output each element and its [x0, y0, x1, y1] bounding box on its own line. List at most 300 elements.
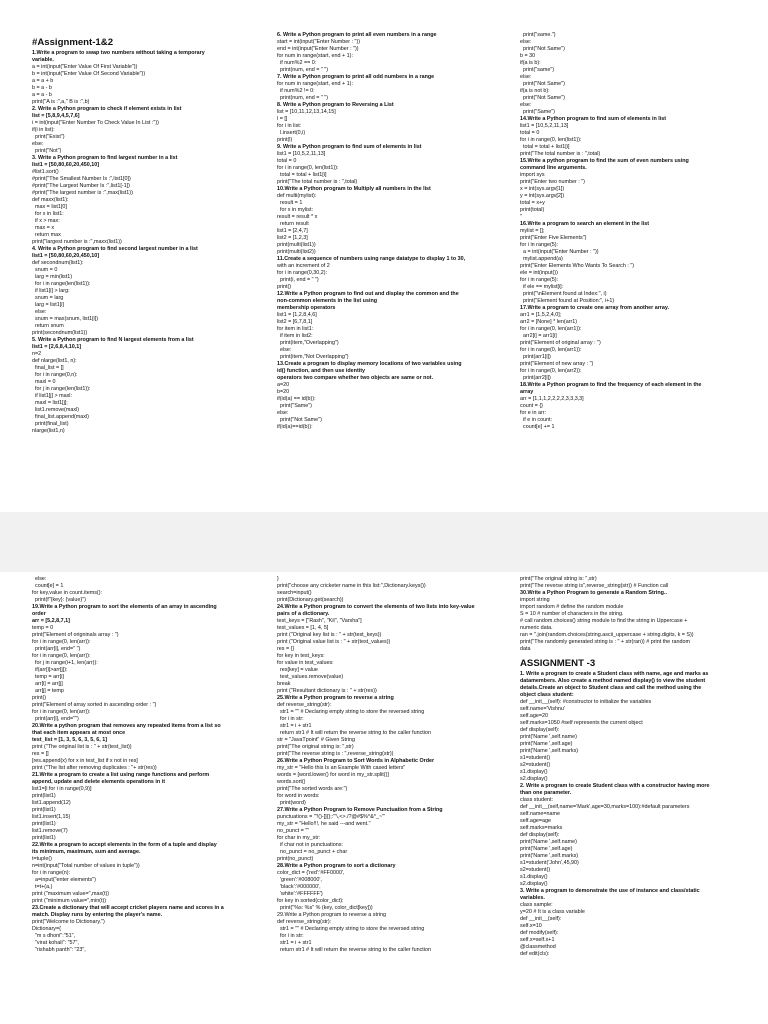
code-line: print("The reverse string is : ",reverse_string(str)): [277, 751, 394, 757]
code-line: for i in range(0, len(arr1)):: [520, 347, 582, 353]
question-text: that each item appears at most once: [32, 730, 126, 736]
question-text: 21.Write a program to create a list using range functions and perform: [32, 772, 210, 778]
page1-column-3: [520, 32, 752, 510]
code-line: self.marks=1050 #self represents the current object: [520, 720, 643, 726]
code-line: print(i, end = " "): [277, 277, 319, 283]
question-text: 3. Write a program to demonstrate the use of instance and class/static: [520, 888, 700, 894]
code-line: a = int(input("Enter Number : ")): [520, 249, 599, 255]
code-line: print("choose any cricketer name in this list:",Dictionary.keys()): [277, 583, 426, 589]
code-line: def __init__(self,name='Mark',age=30,marks=100):#default parameters: [520, 804, 690, 810]
code-line: return result: [277, 221, 309, 227]
code-line: print('Name ',self.age): [520, 846, 573, 852]
code-line: max = list1[0]: [32, 204, 67, 210]
code-line: def reverse_string(str):: [277, 702, 332, 708]
code-line: def edit(cls):: [520, 951, 550, 957]
code-line: with an increment of 2: [277, 263, 330, 269]
code-line: print("same"): [520, 67, 555, 73]
code-line: print(multi(list2)): [277, 249, 316, 255]
code-line: print ("minimum value=",min(t)): [32, 898, 107, 904]
code-line: class sample:: [520, 902, 553, 908]
code-line: print("\nElement found at Index:", i): [520, 291, 607, 297]
code-line: "rishabh panth": "23",: [32, 947, 86, 953]
question-text: non-common elements in the list using: [277, 298, 378, 304]
question-text: 2. Write a Python program to check if element exists in list: [32, 106, 182, 112]
code-line: for i in range(0, len(arr)):: [32, 709, 91, 715]
code-line: for i in range(0, len(arr)):: [32, 653, 91, 659]
code-line: for i in range(0,n):: [32, 372, 78, 378]
code-line: total = total + list1[i]: [277, 172, 327, 178]
code-line: }: [277, 576, 279, 582]
code-line: s2.display(): [520, 881, 548, 887]
code-line: def __init__(self): #constructor to initialize the variables: [520, 699, 652, 705]
code-line: @classmethod: [520, 944, 556, 950]
code-line: temp = arr[i]: [32, 674, 64, 680]
code-line: snum = max(snum, list1[i]): [32, 316, 99, 322]
code-line: print ("The original list is : " + str(test_list)): [32, 744, 132, 750]
code-line: for key,value in count.items():: [32, 590, 103, 596]
code-line: print ("Resultant dictionary is : " + str(res)): [277, 688, 377, 694]
code-line: for i in list:: [277, 123, 302, 129]
question-text: array: [520, 389, 534, 395]
code-line: final_list.append(maxl): [32, 414, 89, 420]
code-line: print("A is :",a," B is :",b): [32, 99, 90, 105]
code-line: str1 = i + str1: [277, 940, 312, 946]
code-line: #list1.sort(): [32, 169, 59, 175]
code-line: print("Not Same"): [520, 81, 565, 87]
code-line: search=input(): [277, 590, 312, 596]
question-text: datamembers. Also create a method named display() to view the student: [520, 678, 706, 684]
question-text: list1 = [50,80,60,20,450,10]: [32, 253, 99, 259]
code-line: str = "JavaTpoint" # Given String: [277, 737, 355, 743]
code-line: b = int(input("Enter Value Of Second Variable")): [32, 71, 146, 77]
code-line: a=input("enter elements"): [32, 877, 96, 883]
code-line: if list1[i] > larg:: [32, 288, 70, 294]
question-text: 24.Write a Python program to convert the elements of two lists into key-value: [277, 604, 475, 610]
code-line: punctuations = '''!()-[]{};:'"\,<>./?@#$%^&*_~''': [277, 814, 386, 820]
code-line: print(f"{key}: {value}"): [32, 597, 86, 603]
code-line: break: [277, 681, 291, 687]
code-line: return snum: [32, 323, 64, 329]
question-text: 2. Write a program to create Student class with a constructor having more: [520, 783, 710, 789]
question-text: 13.Create a program to display memory locations of two variables using: [277, 361, 462, 367]
code-line: def maxx(list1):: [32, 197, 69, 203]
code-line: def display(self):: [520, 832, 560, 838]
code-line: for i in range(5):: [520, 242, 559, 248]
code-line: for i in range(0,30,2):: [277, 270, 328, 276]
code-line: import sys: [520, 172, 545, 178]
code-line: print('Name ',self.marks): [520, 853, 579, 859]
code-line: for i in range(0, len(list1)):: [277, 165, 339, 171]
code-line: for value in test_values:: [277, 660, 334, 666]
code-line: #print("The Smallest Number Is :",list1[0]): [32, 176, 131, 182]
question-text: 1.Write a program to swap two numbers without taking a temporary: [32, 50, 205, 56]
code-line: "virat kohali": "57",: [32, 940, 79, 946]
code-line: for i in range(0, len(arr1)):: [520, 326, 582, 332]
code-line: if(i in list):: [32, 127, 55, 133]
code-line: print(l): [277, 137, 293, 143]
code-line: print("Enter Elements Who Wants To Search : "): [520, 263, 635, 269]
document-page-2: [0, 572, 768, 1024]
question-text: 11.Create a sequence of numbers using range datatype to display 1 to 30,: [277, 256, 466, 262]
code-line: print("%s: %s" % (key, color_dict[key])): [277, 905, 373, 911]
code-line: larg = list1[i]: [32, 302, 64, 308]
question-text: 17.Write a program to create one array from another array.: [520, 305, 669, 311]
code-line: print("same."): [520, 32, 556, 38]
code-line: total = total + list1[i]: [520, 144, 570, 150]
question-text: operators two compare whether two objects are same or not.: [277, 375, 434, 381]
code-line: print("largest number is :",maxx(list1)): [32, 239, 122, 245]
code-line: str1 = i + str1: [277, 723, 312, 729]
code-line: str1 = "" # Declaring empty string to store the reversed string: [277, 926, 425, 932]
code-line: else:: [32, 141, 44, 147]
code-line: self.x=self.x+1: [520, 937, 555, 943]
question-text: 26.Write a Python Program to Sort Words in Alphabetic Order: [277, 758, 435, 764]
code-line: print("The original string is: ",str): [520, 576, 597, 582]
code-line: print('Name ',self.marks): [520, 748, 579, 754]
code-line: print(num, end = " "): [277, 67, 329, 73]
code-line: self.age=age: [520, 818, 552, 824]
code-line: start = int(input("Enter Number : ")): [277, 39, 361, 45]
question-text: 14.Write a Python program to find sum of elements in list: [520, 116, 667, 122]
code-line: return str1 # It will return the reverse string to the caller function: [277, 730, 431, 736]
code-line: words.sort(): [277, 779, 306, 785]
code-line: b=20: [277, 389, 290, 395]
code-line: print("Enter two number : "): [520, 179, 585, 185]
question-text: 15.Write a python program to find the sum of even numbers using: [520, 158, 689, 164]
code-line: l = []: [277, 116, 288, 122]
code-line: else:: [277, 347, 292, 353]
code-line: print(num, end = " "): [277, 95, 329, 101]
code-line: test_values = [1, 4, 5]: [277, 625, 329, 631]
page1-column-2: [277, 32, 509, 510]
question-text: 3. Write a Python program to find largest number in a list: [32, 155, 178, 161]
question-text: id() function, and then use identity: [277, 368, 366, 374]
code-line: list1.remove(7): [32, 828, 68, 834]
code-line: print(total): [520, 207, 545, 213]
code-line: t=tuple(): [32, 856, 52, 862]
code-line: if x > max:: [32, 218, 60, 224]
code-line: for i in range(0, len(list1)):: [520, 137, 582, 143]
code-line: S = 10 # number of characters in the string.: [520, 611, 624, 617]
code-line: s1.display(): [520, 874, 548, 880]
code-line: else:: [520, 39, 532, 45]
question-text: 19.Write a Python program to sort the elements of an array in ascending: [32, 604, 217, 610]
question-text: membership operators: [277, 305, 336, 311]
code-line: print ("Original value list is : " + str(test_values)): [277, 639, 391, 645]
code-line: if num%2 != 0:: [277, 88, 315, 94]
code-line: #print("The largest number is :",max(list1)): [32, 190, 133, 196]
code-line: maxl = 0: [32, 379, 56, 385]
section-heading: #Assignment-1&2: [32, 37, 114, 48]
code-line: def __init__(self):: [520, 916, 562, 922]
code-line: for i in str:: [277, 933, 304, 939]
code-line: maxl = list1[j];: [32, 400, 68, 406]
code-line: self.marks=marks: [520, 825, 563, 831]
code-line: larg = min(list1): [32, 274, 72, 280]
code-line: if item in list2:: [277, 333, 313, 339]
code-line: res = []: [32, 751, 49, 757]
code-line: else:: [520, 102, 532, 108]
question-text: 25.Write a Python program to reverse a string: [277, 695, 394, 701]
code-line: return max: [32, 232, 61, 238]
code-line: result = result * x: [277, 214, 318, 220]
code-line: for e in arr:: [520, 410, 547, 416]
code-line: numeric data.: [520, 625, 553, 631]
question-text: 12.Write a Python program to find out and display the common and the: [277, 291, 459, 297]
code-line: words = [word.lower() for word in my_str.split()]: [277, 772, 389, 778]
question-text: list1 = [2,6,8,4,10,1]: [32, 344, 81, 350]
code-line: n=2: [32, 351, 42, 357]
code-line: print("The sorted words are:"): [277, 786, 348, 792]
code-line: print(Dictionary.get(search)): [277, 597, 344, 603]
code-line: def secondnum(list1):: [32, 260, 84, 266]
code-line: list1=[i for i in range(0,9)]: [32, 786, 92, 792]
code-line: data: [520, 646, 531, 652]
code-line: print("Element of original array : "): [520, 340, 601, 346]
code-line: list1.insert(1,15): [32, 814, 71, 820]
code-line: list2 = [1,2,3]: [277, 235, 308, 241]
question-text: 4. Write a Python program to find second largest number in a list: [32, 246, 198, 252]
code-line: print(item,"Not Overlapping"): [277, 354, 349, 360]
page2-column-2: [277, 576, 509, 1024]
code-line: 'white':'#FFFFFF'}: [277, 891, 323, 897]
code-line: list1 = [10,5,2,11,13]: [520, 123, 569, 129]
code-line: print(list1): [32, 807, 56, 813]
code-line: #print("The Largest Number Is :",list1[-1]): [32, 183, 130, 189]
code-line: for item in list1:: [277, 326, 314, 332]
question-text: details.Create an object to Student class and call the method using the: [520, 685, 702, 691]
code-line: if(a is b):: [520, 60, 541, 66]
question-text: arr = [5,2,8,7,1]: [32, 618, 70, 624]
code-line: if num%2 == 0:: [277, 60, 317, 66]
code-line: a = int(input("Enter Value Of First Variable")): [32, 64, 138, 70]
question-text: variables.: [520, 895, 545, 901]
code-line: def modify(self):: [520, 930, 559, 936]
code-line: print("Not Same"): [277, 417, 322, 423]
code-line: [res.append(x) for x in test_list if x not in res]: [32, 758, 138, 764]
code-line: print("Enter Five Elements"): [520, 235, 587, 241]
code-line: print("Welcome to Dictionary."): [32, 919, 105, 925]
code-line: list1.remove(maxl): [32, 407, 80, 413]
code-line: a = a + b: [32, 78, 54, 84]
code-line: self.x=10: [520, 923, 542, 929]
code-line: color_dict = {'red':'#FF0000',: [277, 870, 345, 876]
question-text: variable.: [32, 57, 54, 63]
code-line: print(arr[i], end=" "): [32, 646, 81, 652]
code-line: print(list1): [32, 821, 56, 827]
code-line: max = x: [32, 225, 55, 231]
code-line: 29.Write a Python program to reverse a string: [277, 912, 386, 918]
code-line: i = int(input("Enter Number To Check Value In List :")): [32, 120, 159, 126]
code-line: arr[i] = arr[j]: [32, 681, 63, 687]
section-heading: ASSIGNMENT -3: [520, 658, 596, 669]
code-line: count[e] = 1: [32, 583, 64, 589]
code-line: no_punct = "": [277, 828, 310, 834]
code-line: if(id(a)==id(b)):: [277, 424, 313, 430]
code-line: for j in range(len(list1)):: [32, 386, 91, 392]
question-text: test_list = [1, 3, 5, 6, 3, 5, 6, 1]: [32, 737, 108, 743]
code-line: str1 = "" # Declaring empty string to store the reversed string: [277, 709, 425, 715]
code-line: a = a - b: [32, 92, 52, 98]
question-text: order: [32, 611, 46, 617]
question-text: 30.Write a Python Program to generate a Random String..: [520, 590, 667, 596]
code-line: for i in range(0, len(arr)):: [32, 639, 91, 645]
code-line: arr2 = [None] * len(arr1): [520, 319, 578, 325]
code-line: list1 = [10,5,2,11,13]: [277, 151, 326, 157]
code-line: arr1 = [1,5,2,4,0];: [520, 312, 562, 318]
question-text: 16.Write a program to search an element in the list: [520, 221, 650, 227]
code-line: my_str = "Hello!!!, he said ---and went.": [277, 821, 371, 827]
code-line: print("Exist"): [32, 134, 65, 140]
question-text: 27.Write a Python Program to Remove Punctuation from a String: [277, 807, 443, 813]
code-line: res = {}: [277, 646, 295, 652]
code-line: list = [10,11,12,13,14,15]: [277, 109, 336, 115]
code-line: y=20 # It is a class variable: [520, 909, 585, 915]
code-line: print(arr1[i]): [520, 354, 551, 360]
code-line: print ("Original key list is : " + str(test_keys)): [277, 632, 382, 638]
code-line: print(arr2[i]): [520, 375, 551, 381]
question-text: 18.Write a Python program to find the frequency of each element in the: [520, 382, 702, 388]
code-line: if(arr[i]>arr[j]):: [32, 667, 68, 673]
code-line: import string: [520, 597, 550, 603]
code-line: list1.append(12): [32, 800, 71, 806]
code-line: print(secondnum(list1)): [32, 330, 88, 336]
code-line: print("Element of origninals array : "): [32, 632, 119, 638]
code-line: my_str = "Hello this Is an Example With cased letters": [277, 765, 406, 771]
question-text: 10.Write a Python program to Multiply all numbers in the list: [277, 186, 431, 192]
code-line: b = 30: [520, 53, 536, 59]
code-line: print("The total number is : ",total): [277, 179, 358, 185]
code-line: final_list = []: [32, 365, 64, 371]
code-line: print('Name ',self.age): [520, 741, 573, 747]
code-line: if char not in punctuations:: [277, 842, 343, 848]
code-line: self.name=name: [520, 811, 561, 817]
code-line: for x in list1:: [32, 211, 64, 217]
code-line: print(word): [277, 800, 306, 806]
question-text: list1 = [50,80,60,20,450,10]: [32, 162, 99, 168]
question-text: match. Display runs by entering the player's name.: [32, 912, 163, 918]
code-line: s1.display(): [520, 769, 548, 775]
code-line: print ("The list after removing duplicates : "+ str(res)): [32, 765, 157, 771]
code-line: "m s dhoni":"51",: [32, 933, 76, 939]
code-line: mylist = [];: [520, 228, 545, 234]
code-line: else:: [32, 576, 47, 582]
code-line: import random # define the random module: [520, 604, 624, 610]
code-line: total = 0: [520, 130, 540, 136]
code-line: for key in test_keys:: [277, 653, 325, 659]
code-line: y = int(sys.argv[2]): [520, 193, 565, 199]
code-line: s1=student('John',45,90): [520, 860, 579, 866]
code-line: def reverse_string(str):: [277, 919, 332, 925]
code-line: print(): [32, 695, 47, 701]
code-line: s2=student(): [520, 762, 551, 768]
code-line: for j in range(i+1, len(arr)):: [32, 660, 98, 666]
code-line: else:: [520, 74, 532, 80]
code-line: for i in str:: [277, 716, 304, 722]
question-text: pairs of a dictionary.: [277, 611, 330, 617]
code-line: print(final_list): [32, 421, 69, 427]
code-line: self.age=20: [520, 713, 549, 719]
question-text: 28.Write a Python program to sort a dictionary: [277, 863, 396, 869]
code-line: for key in sorted(color_dict):: [277, 898, 344, 904]
code-line: print("The original string is: ",str): [277, 744, 354, 750]
page1-column-1: [32, 32, 264, 510]
code-line: print("Element of array sorted in ascending order : "): [32, 702, 157, 708]
code-line: print(no_punct): [277, 856, 314, 862]
code-line: print("Same"): [277, 403, 312, 409]
code-line: no_punct = no_punct + char: [277, 849, 348, 855]
code-line: print("The total number is : ",total): [520, 151, 601, 157]
code-line: count = {}: [520, 403, 543, 409]
code-line: for i in range(5):: [520, 277, 559, 283]
code-line: list1 = [2,4,7]: [277, 228, 308, 234]
code-line: 'black':'#000000',: [277, 884, 321, 890]
code-line: if e in count:: [520, 417, 553, 423]
code-line: print ("maximum value=",max(t)): [32, 891, 110, 897]
code-line: test_keys = ["Rash", "Kil", "Varsha"]: [277, 618, 362, 624]
code-line: if(id(a) == id(b)):: [277, 396, 316, 402]
page2-column-1: [32, 576, 264, 1024]
code-line: s1=student(): [520, 755, 551, 761]
code-line: print(list1): [32, 793, 56, 799]
code-line: a=20: [277, 382, 290, 388]
code-line: ele = int(input()): [520, 270, 558, 276]
question-text: list = [5,8,9,4,5,7,6]: [32, 113, 80, 119]
code-line: result = 1: [277, 200, 303, 206]
question-text: 5. Write a Python program to find N largest elements from a list: [32, 337, 194, 343]
code-line: t=t+(a,): [32, 884, 53, 890]
code-line: for num in range(start, end + 1):: [277, 53, 353, 59]
code-line: print("The randomly generated string is : " + str(ran)) # print the random: [520, 639, 690, 645]
code-line: for i in range(n):: [32, 870, 71, 876]
code-line: for i in range(len(list1)):: [32, 281, 91, 287]
code-line: # call random.choices() string module to find the string in Uppercase +: [520, 618, 688, 624]
question-text: than one parameter.: [520, 790, 572, 796]
code-line: test_values.remove(value): [277, 674, 344, 680]
code-line: if list1[j] > maxl:: [32, 393, 72, 399]
code-line: arr2[i] = arr1[i]: [520, 333, 557, 339]
code-line: s2.display(): [520, 776, 548, 782]
code-line: print("Element found at Position:", i+1): [520, 298, 615, 304]
code-line: print("The reverse string is",reverse_string(str)) # Function call: [520, 583, 669, 589]
code-line: return str1 # It will return the reverse string to the caller function: [277, 947, 431, 953]
code-line: list2 = [6,7,8,1]: [277, 319, 313, 325]
code-line: ran = ''.join(random.choices(string.ascii_uppercase + string.digits, k = S)): [520, 632, 694, 638]
code-line: snum = 0: [32, 267, 58, 273]
question-text: 7. Write a Python program to print all odd numbers in a range: [277, 74, 435, 80]
code-line: for word in words:: [277, 793, 320, 799]
page2-column-3: [520, 576, 752, 1024]
code-line: def nlarge(list1, n):: [32, 358, 77, 364]
code-line: class student:: [520, 797, 553, 803]
question-text: 22.Write a program to accept elements in the form of a tuple and display: [32, 842, 217, 848]
code-line: def display(self):: [520, 727, 560, 733]
code-line: arr = [1,1,1,2,2,2,2,3,3,3,3]: [520, 396, 584, 402]
code-line: 'green':'#008000',: [277, 877, 322, 883]
code-line: b = a - b: [32, 85, 52, 91]
question-text: 8. Write a Python program to Reversing a List: [277, 102, 394, 108]
code-line: else:: [277, 410, 289, 416]
code-line: print('Name ',self.name): [520, 734, 577, 740]
code-line: end = int(input("Enter Number : ")): [277, 46, 359, 52]
code-line: print(item,"Overlapping"): [277, 340, 339, 346]
code-line: print(multi(list1)): [277, 242, 316, 248]
code-line: mylist.append(a): [520, 256, 563, 262]
code-line: for char in my_str:: [277, 835, 321, 841]
question-text: command line arguments.: [520, 165, 587, 171]
code-line: else:: [32, 309, 47, 315]
code-line: l.insert(0,i): [277, 130, 306, 136]
